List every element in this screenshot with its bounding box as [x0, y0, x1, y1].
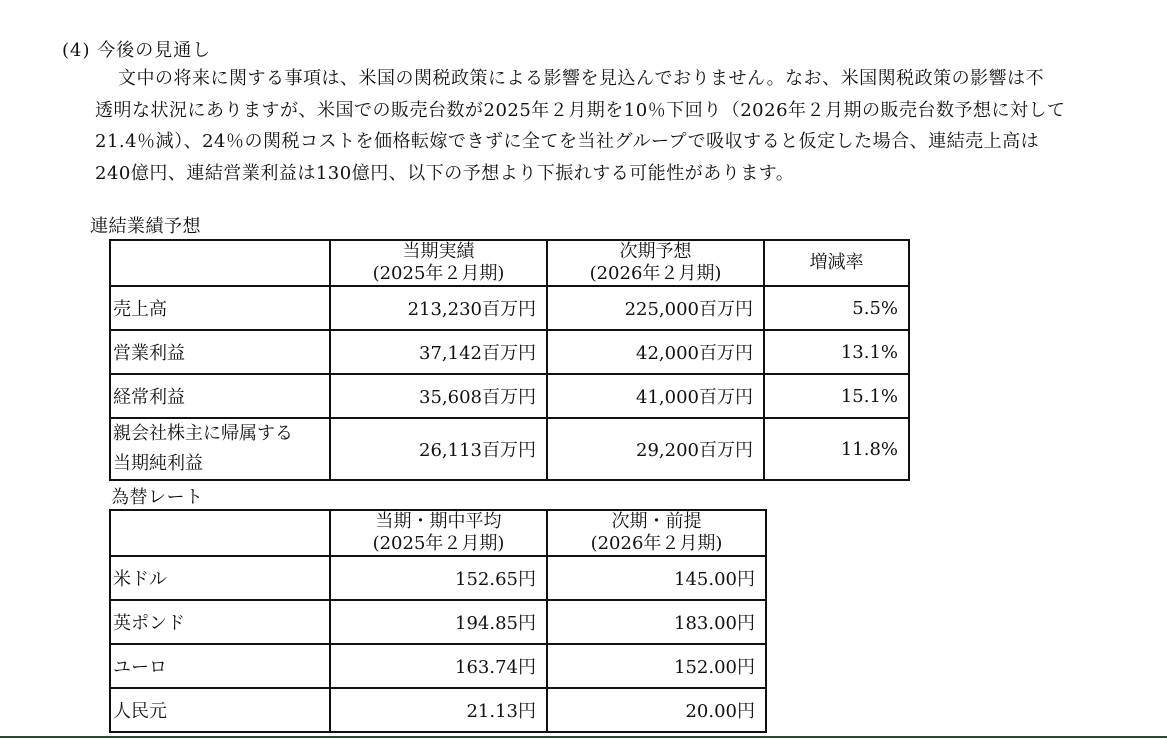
forecast-table	[109, 239, 910, 481]
currency-label: ユーロ	[110, 644, 330, 688]
table-header-row	[110, 240, 909, 286]
header-change-rate	[764, 240, 909, 286]
table-row	[110, 556, 766, 600]
currency-label: 人民元	[110, 688, 330, 732]
paragraph-line: 21.4％減）、24％の関税コストを価格転嫁できずに全てを当社グループで吸収すると仮定した場合、連結売上高は	[95, 131, 1040, 152]
table-row	[110, 418, 909, 480]
header-line: 当期・期中平均	[375, 511, 502, 532]
current-rate: 21.13円	[330, 688, 547, 732]
table-header-row	[110, 510, 766, 556]
row-label: 営業利益	[110, 330, 330, 374]
header-line: 次期予想	[619, 241, 692, 262]
fx-rate-table	[109, 509, 767, 733]
change-rate: 13.1%	[764, 330, 909, 374]
row-label-line: 当期純利益	[113, 453, 203, 474]
row-label: 売上高	[110, 286, 330, 330]
table-row	[110, 688, 766, 732]
currency-label: 米ドル	[110, 556, 330, 600]
row-label	[110, 418, 330, 480]
header-empty-cell	[110, 510, 330, 556]
currency-label: 英ポンド	[110, 600, 330, 644]
header-line: 増減率	[809, 252, 864, 273]
outlook-paragraph	[95, 63, 1125, 189]
paragraph-line: 透明な状況にありますが、米国での販売台数が2025年２月期を10％下回り（2026年２月期の販売台数予想に対して	[95, 99, 1066, 121]
next-rate: 152.00円	[547, 644, 766, 688]
table-row	[110, 286, 909, 330]
current-rate: 152.65円	[330, 556, 547, 600]
current-value: 35,608百万円	[330, 374, 547, 418]
change-rate: 5.5%	[764, 286, 909, 330]
current-rate: 194.85円	[330, 600, 547, 644]
paragraph-line: 文中の将来に関する事項は、米国の関税政策による影響を見込んでおりません。なお、米国関税政策の影響は不	[118, 68, 1045, 89]
change-rate: 11.8%	[764, 418, 909, 480]
table-row	[110, 600, 766, 644]
current-value: 26,113百万円	[330, 418, 547, 480]
header-current-results	[330, 240, 547, 286]
header-next-assumption	[547, 510, 766, 556]
header-line: (2025年２月期)	[372, 263, 505, 284]
forecast-table-caption: 連結業績予想	[90, 216, 201, 237]
section-heading: (4) 今後の見通し	[62, 40, 212, 61]
next-value: 225,000百万円	[547, 286, 764, 330]
header-next-forecast	[547, 240, 764, 286]
header-line: 次期・前提	[611, 511, 702, 532]
header-line: 当期実績	[402, 241, 475, 262]
next-value: 41,000百万円	[547, 374, 764, 418]
header-line: (2025年２月期)	[372, 533, 505, 554]
header-line: (2026年２月期)	[590, 533, 723, 554]
fx-table-caption: 為替レート	[111, 487, 204, 508]
bottom-divider	[0, 736, 1167, 738]
change-rate: 15.1%	[764, 374, 909, 418]
row-label: 経常利益	[110, 374, 330, 418]
header-current-average	[330, 510, 547, 556]
next-rate: 145.00円	[547, 556, 766, 600]
table-row	[110, 330, 909, 374]
next-value: 42,000百万円	[547, 330, 764, 374]
row-label-line: 親会社株主に帰属する	[113, 423, 293, 444]
current-rate: 163.74円	[330, 644, 547, 688]
next-rate: 20.00円	[547, 688, 766, 732]
table-row	[110, 374, 909, 418]
header-line: (2026年２月期)	[589, 263, 722, 284]
table-row	[110, 644, 766, 688]
current-value: 213,230百万円	[330, 286, 547, 330]
next-rate: 183.00円	[547, 600, 766, 644]
next-value: 29,200百万円	[547, 418, 764, 480]
header-empty-cell	[110, 240, 330, 286]
current-value: 37,142百万円	[330, 330, 547, 374]
paragraph-line: 240億円、連結営業利益は130億円、以下の予想より下振れする可能性があります。	[95, 162, 795, 184]
